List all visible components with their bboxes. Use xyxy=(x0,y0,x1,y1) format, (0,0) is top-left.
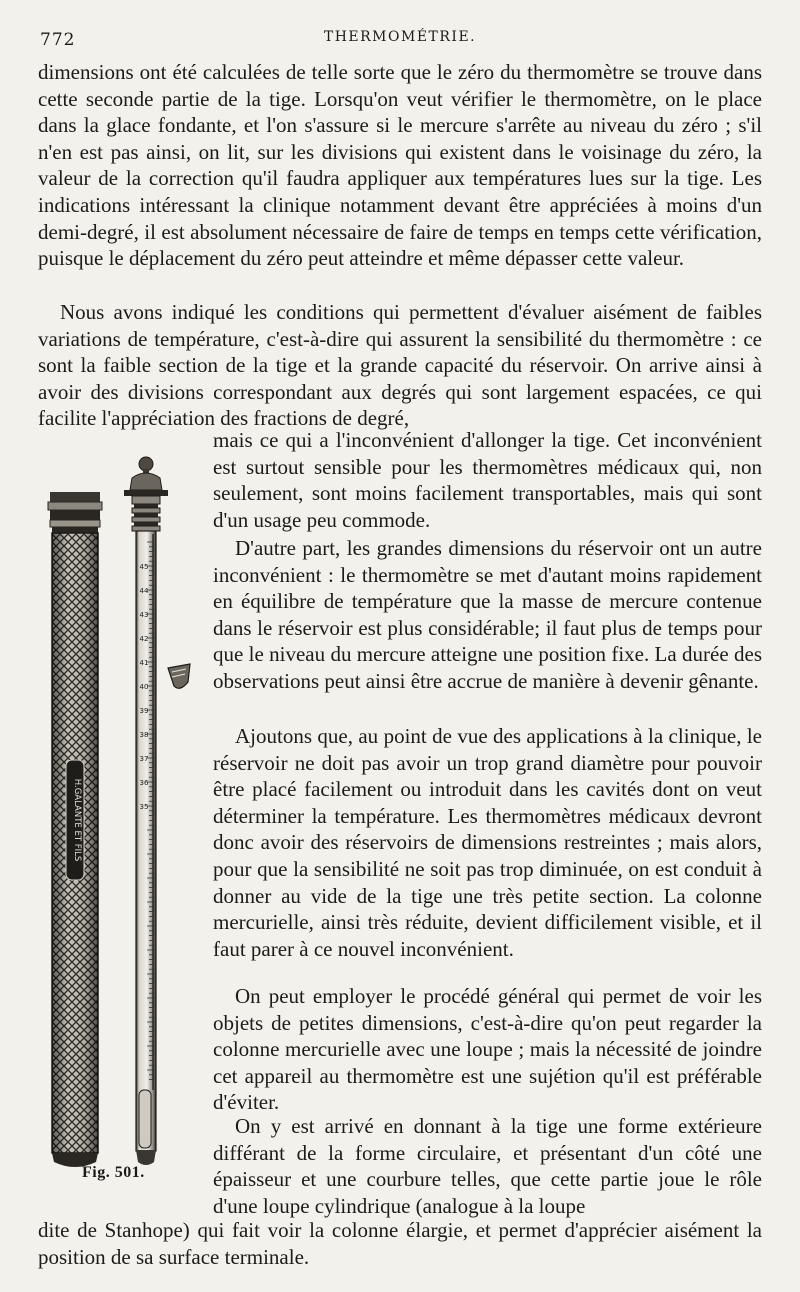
paragraph-1: dimensions ont été calculées de telle sorte que le zéro du thermomètre se trouve dans cette seconde partie de la tige. Lorsqu'on veut vérifier le thermomètre, on le place dans la glace fondante, et l'on s'assure si le mercure s'arrête au niveau du zéro ; s'il n'en est pas ainsi, on lit, sur les divisions qui existent dans le voisinage du zéro, la valeur de la correction qu'il faudra appliquer aux températures lues sur la tige. Les indications intéressant la clinique notamment devant être appréciées à moins d'un demi-degré, il est absolument nécessaire de faire de temps en temps cette vérification, puisque le déplacement du zéro peut atteindre et même dépasser cette valeur. xyxy=(38,60,762,271)
paragraph-3: D'autre part, les grandes dimensions du réservoir ont un autre inconvénient : le thermomètre se met d'autant moins rapidement en équilibre de température que la masse de mercure contenue dans le réservoir est plus considérable; il faut plus de temps pour que le niveau du mercure atteigne une position fixe. La durée des observations peut ainsi être accrue de manière à devenir gênante. xyxy=(213,536,762,693)
scale-label: 41 xyxy=(139,659,149,667)
case-maker-mark: H.GALANTE ET FILS xyxy=(72,778,82,862)
scale-label: 39 xyxy=(139,707,149,715)
paragraph-4: Ajoutons que, au point de vue des applications à la clinique, le réservoir ne doit pas avoir un trop grand diamètre pour pouvoir être placé facilement ou introduit dans les cavités dont on veut déterminer la température. Les thermomètres médicaux devront donc avoir des réservoirs de dimensions restreintes ; mais alors, pour que la sensibilité ne soit pas trop diminuée, on est conduit à donner au vide de la tige une très petite section. La colonne mercurielle, ainsi très réduite, devient difficilement visible, et il faut parer à ce nouvel inconvénient. xyxy=(213,724,762,961)
figure-caption: Fig. 501. xyxy=(82,1164,145,1181)
running-head: THERMOMÉTRIE. xyxy=(323,29,477,45)
figure-501 xyxy=(40,450,210,1190)
clinical-thermometer xyxy=(124,457,168,1165)
scale-label: 38 xyxy=(139,731,149,739)
scale-label: 35 xyxy=(139,803,149,811)
paragraph-2-part-2: mais ce qui a l'inconvénient d'allonger la tige. Cet inconvénient est surtout sensible pour les thermomètres médicaux qui, non seulement, sont moins facilement transportables, mais qui sont d'un usage peu commode. xyxy=(213,428,762,532)
paragraph-2-part-1: Nous avons indiqué les conditions qui permettent d'évaluer aisément de faibles variations de température, c'est-à-dire qui assurent la sensibilité du thermomètre : ce sont la faible section de la tige et la grande capacité du réservoir. On arrive ainsi à avoir des divisions correspondant aux degrés qui sont largement espacées, ce qui facilite l'appréciation des fractions de degré, xyxy=(38,300,762,431)
scale-label: 37 xyxy=(139,755,149,763)
thermometer-engraving xyxy=(40,450,210,1190)
paragraph-6-part-1: On y est arrivé en donnant à la tige une forme extérieure différant de la forme circulaire, et présentant d'un côté une épaisseur et une courbure telles, que cette partie joue le rôle d'une loupe cylindrique (analogue à la loupe xyxy=(213,1114,762,1218)
scale-label: 36 xyxy=(139,779,149,787)
paragraph-5: On peut employer le procédé général qui permet de voir les objets de petites dimensions, c'est-à-dire qu'on peut regarder la colonne mercurielle avec une loupe ; mais la nécessité de joindre cet appareil au thermomètre est une sujétion qu'il est préférable d'éviter. xyxy=(213,984,762,1115)
scale-label: 40 xyxy=(139,683,149,691)
scale-label: 45 xyxy=(139,563,149,571)
scale-label: 42 xyxy=(139,635,149,643)
stem-cross-section xyxy=(168,664,190,688)
scale-label: 43 xyxy=(139,611,149,619)
scale-label: 44 xyxy=(139,587,149,595)
thermometer-case xyxy=(48,492,102,1167)
page-number: 772 xyxy=(40,30,76,50)
paragraph-6-part-2: dite de Stanhope) qui fait voir la colonne élargie, et permet d'apprécier aisément la position de sa surface terminale. xyxy=(38,1218,762,1269)
